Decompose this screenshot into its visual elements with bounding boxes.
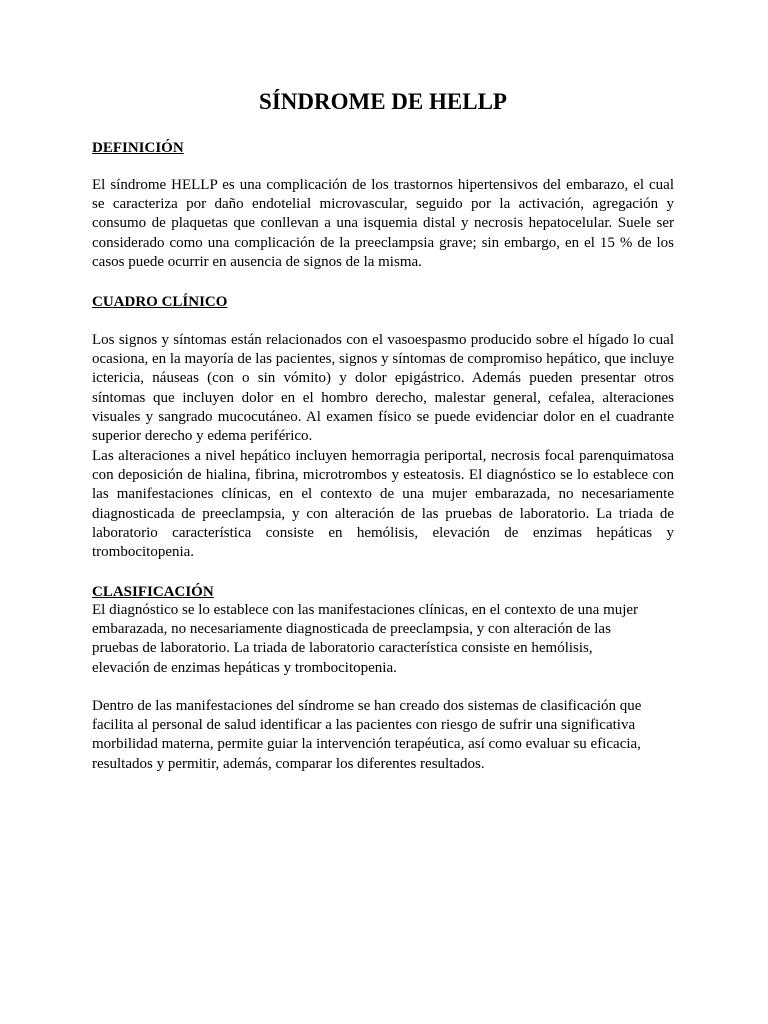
document-title: SÍNDROME DE HELLP [259, 89, 507, 114]
paragraph-cuadro-clinico-alteraciones: Las alteraciones a nivel hepático incluyen hemorragia periportal, necrosis focal parenquimatosa con deposición de hialina, fibrina, microtrombos y esteatosis. El diagnóstico se lo establece con las manifestaciones clínicas, en el contexto de una mujer embarazada, no necesariamente diagnosticada de preeclampsia, y con alteración de las pruebas de laboratorio. La triada de laboratorio característica consiste en hemólisis, elevación de enzimas hepáticas y trombocitopenia. [92, 448, 674, 561]
paragraph-cuadro-clinico-sintomas: Los signos y síntomas están relacionados con el vasoespasmo producido sobre el hígado lo cual ocasiona, en la mayoría de las pacientes, signos y síntomas de compromiso hepático, que incluye ictericia, náuseas (con o sin vómito) y dolor epigástrico. Además pueden presentar otros síntomas que incluyen dolor en el hombro derecho, malestar general, cefalea, alteraciones visuales y sangrado mucocutáneo. Al examen físico se puede evidenciar dolor en el cuadrante superior derecho y edema periférico. [92, 332, 674, 445]
heading-cuadro-clinico: CUADRO CLÍNICO [92, 294, 228, 310]
heading-clasificacion: CLASIFICACIÓN [92, 584, 214, 600]
paragraph-clasificacion-diagnostico: El diagnóstico se lo establece con las manifestaciones clínicas, en el contexto de una mujer embarazada, no necesariamente diagnosticada de preeclampsia, y con alteración de las pruebas de laboratorio. La triada de laboratorio característica consiste en hemólisis, elevación de enzimas hepáticas y trombocitopenia. [92, 602, 639, 676]
paragraph-definicion: El síndrome HELLP es una complicación de los trastornos hipertensivos del embarazo, el cual se caracteriza por daño endotelial microvascular, seguido por la activación, agregación y consumo de plaquetas que conllevan a una isquemia distal y necrosis hepatocelular. Suele ser considerado como una complicación de la preeclampsia grave; sin embargo, en el 15 % de los casos puede ocurrir en ausencia de signos de la misma. [92, 177, 674, 270]
paragraph-clasificacion-sistemas: Dentro de las manifestaciones del síndrome se han creado dos sistemas de clasificación que facilita al personal de salud identificar a las pacientes con riesgo de sufrir una significativa morbilidad materna, permite guiar la intervención terapéutica, así como evaluar su eficacia, resultados y permitir, además, comparar los diferentes resultados. [92, 698, 642, 772]
heading-definicion: DEFINICIÓN [92, 140, 184, 156]
